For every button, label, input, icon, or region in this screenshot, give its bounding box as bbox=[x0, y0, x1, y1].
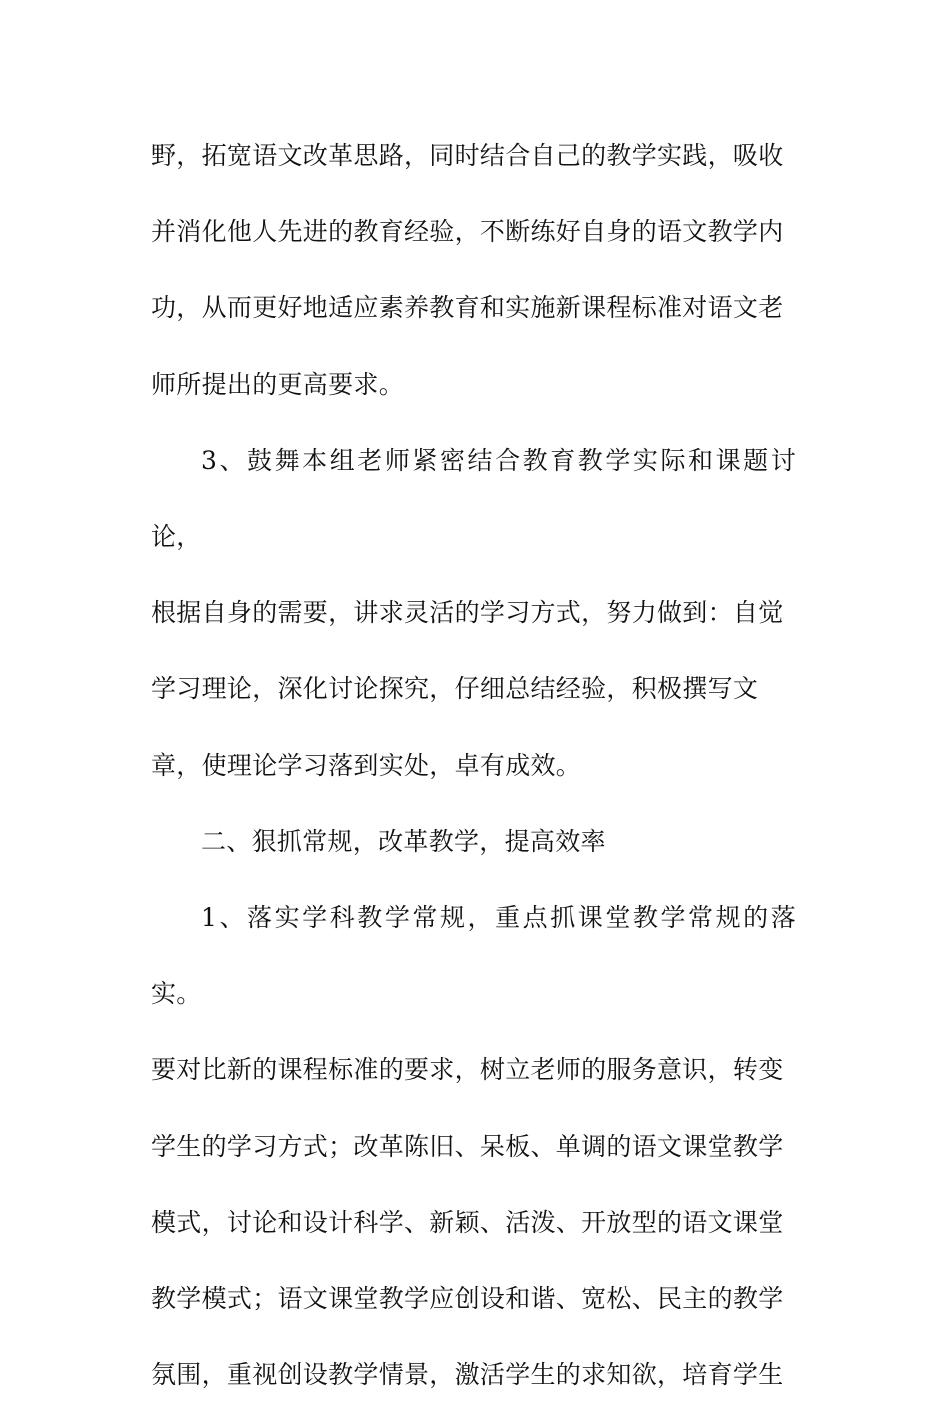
section-heading-2: 二、狠抓常规，改革教学，提高效率 bbox=[201, 826, 606, 856]
paragraph-continuation: 野，拓宽语文改革思路，同时结合自己的教学实践，吸收 并消化他人先进的教育经验，不断练好自身的语文教学内 功，从而更好地适应素养教育和实施新课程标准对语文老 师所提出的更高要求。 bbox=[151, 141, 784, 399]
paragraph-item-1: 1、落实学科教学常规，重点抓课堂教学常规的落实。 要对比新的课程标准的要求，树立老师的服务意识，转变 学生的学习方式；改革陈旧、呆板、单调的语文课堂教学 模式，讨论和设计科学、新颖、活泼、开放型的语文课堂 教学模式；语文课堂教学应创设和谐、宽松、民主的教学 氛围，重视创设教学情景，激活学生的求知欲，培育学生 bbox=[151, 903, 796, 1390]
document-body bbox=[151, 118, 796, 1413]
paragraph-item-3: 3、鼓舞本组老师紧密结合教育教学实际和课题讨论， 根据自身的需要，讲求灵活的学习方式，努力做到：自觉 学习理论，深化讨论探究，仔细总结经验，积极撰写文 章，使理论学习落到实处，卓有成效。 bbox=[151, 445, 796, 780]
